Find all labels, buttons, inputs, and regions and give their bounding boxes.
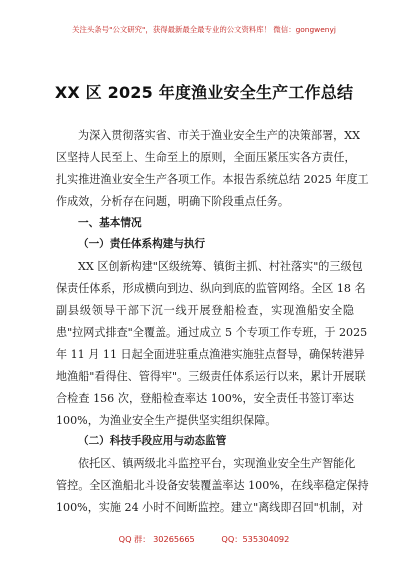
paragraph-line: 合检查 156 次，登船检查率达 100%，安全责任书签订率达 <box>56 391 354 405</box>
footer-contact <box>0 534 408 545</box>
paragraph-line: 区坚持人民至上、生命至上的原则，全面压紧压实各方责任， <box>56 150 356 164</box>
paragraph-line: 副县级领导干部下沉一线开展登船检查，实现渔船安全隐 <box>56 304 354 318</box>
footer-qq: QQ：535304092 <box>221 534 290 544</box>
paragraph-line: 依托区、镇两级北斗监控平台，实现渔业安全生产智能化 <box>78 457 356 471</box>
paragraph-line: 100%，实施 24 小时不间断监控。建立"离线即召回"机制，对 <box>56 501 364 515</box>
paragraph-line: 患"拉网式排查"全覆盖。通过成立 5 个专项工作专班，于 2025 <box>56 326 368 340</box>
paragraph-line: 年 11 月 11 日起全面进驻重点渔港实施驻点督导，确保转港异 <box>56 347 365 361</box>
header-promo: 关注头条号"公文研究"，获得最新最全最专业的公文资料库！ 微信：gongwenyj <box>72 25 336 34</box>
paragraph-line: 作成效，分析存在问题，明确下阶段重点任务。 <box>56 194 289 208</box>
footer-qq-group: QQ 群： 30265665 <box>118 534 195 544</box>
section-heading: 一、基本情况 <box>78 216 142 229</box>
document-title: XX 区 2025 年度渔业安全生产工作总结 <box>54 83 354 102</box>
paragraph-line: 为深入贯彻落实省、市关于渔业安全生产的决策部署，XX <box>78 129 361 142</box>
subsection-heading: （二）科技手段应用与动态监管 <box>78 435 227 448</box>
paragraph-line: 地渔船"看得住、管得牢"。三级责任体系运行以来，累计开展联 <box>56 369 366 383</box>
document-body <box>56 125 369 519</box>
paragraph-line: 管控。全区渔船北斗设备安装覆盖率达 100%，在线率稳定保持 <box>56 479 369 493</box>
subsection-heading: （一）责任体系构建与执行 <box>78 238 206 251</box>
paragraph-line: 扎实推进渔业安全生产各项工作。本报告系统总结 2025 年度工 <box>56 172 369 186</box>
paragraph-line: 保责任体系，形成横向到边、纵向到底的监管网络。全区 18 名 <box>56 282 366 296</box>
paragraph-line: 100%，为渔业安全生产提供坚实组织保障。 <box>56 413 277 427</box>
paragraph-line: XX 区创新构建"区级统筹、镇街主抓、村社落实"的三级包 <box>78 260 363 274</box>
